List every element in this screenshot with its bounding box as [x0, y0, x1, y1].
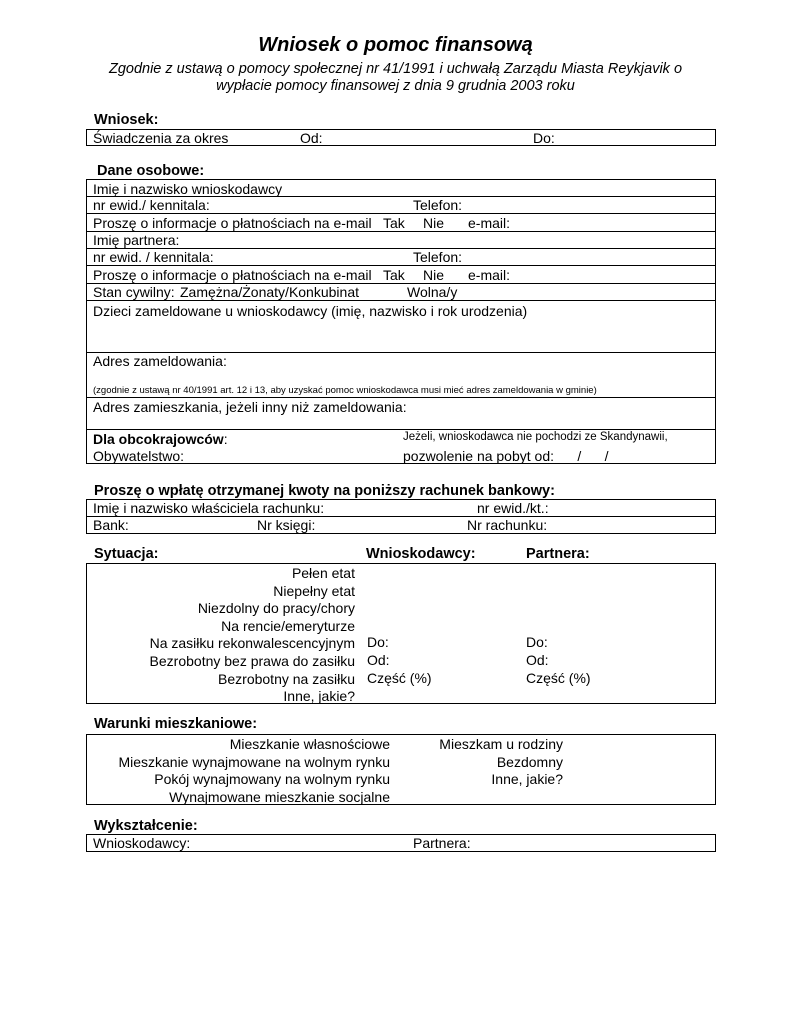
housing-option-label: Mieszkanie wynajmowane na wolnym rynku: [118, 753, 390, 770]
housing-option-label: Bezdomny: [496, 753, 563, 770]
applicant-name-label: Imię i nazwisko wnioskodawcy: [93, 181, 283, 197]
situation-option-applicant[interactable]: [87, 618, 355, 634]
section-heading-wniosek: Wniosek:: [94, 112, 159, 128]
benefits-from-label: Od:: [300, 130, 323, 146]
housing-option[interactable]: [387, 771, 563, 787]
benefits-to-label: Do:: [533, 130, 555, 146]
situation-option-label: Na zasiłku rekonwalescencyjnym: [149, 635, 355, 652]
married-label: Zamężna/Żonaty/Konkubinat: [180, 284, 359, 300]
partner-email-label: e-mail:: [468, 267, 511, 283]
situation-table: [86, 563, 716, 704]
partner-phone-label: Telefon:: [413, 249, 463, 265]
situation-option-label: Na rencie/emeryturze: [221, 617, 355, 634]
marital-single-option[interactable]: [407, 284, 457, 300]
situation-option-label: Bezrobotny na zasiłku: [218, 670, 355, 687]
partner-email-question: Proszę o informacje o płatnościach na e-mail: [93, 267, 372, 283]
housing-option-label: Mieszkanie własnościowe: [229, 736, 390, 752]
bank-label: Bank:: [93, 517, 129, 533]
section-heading-sytuacja: Sytuacja:: [94, 546, 159, 562]
benefits-period-row: [86, 129, 716, 146]
situation-option-label: Niezdolny do pracy/chory: [197, 600, 355, 617]
benefits-period-label: Świadczenia za okres: [93, 130, 229, 146]
section-heading-bank: Proszę o wpłatę otrzymanej kwoty na poniższy rachunek bankowy:: [94, 483, 555, 499]
partner-name-label: Imię partnera:: [93, 232, 180, 248]
situation-option-label: Inne, jakie?: [283, 688, 355, 705]
yes-label: Tak: [383, 267, 405, 283]
housing-table: [86, 734, 716, 805]
no-label: Nie: [423, 215, 445, 231]
bank-table: [86, 499, 716, 534]
housing-option-label: Inne, jakie?: [491, 771, 563, 787]
education-applicant-label: Wnioskodawcy:: [93, 835, 191, 851]
section-heading-warunki: Warunki mieszkaniowe:: [94, 716, 258, 732]
situation-option-applicant[interactable]: [87, 583, 355, 599]
column-heading-applicant: Wnioskodawcy:: [366, 546, 476, 562]
situation-option-label: Bezrobotny bez prawa do zasiłku: [149, 653, 355, 669]
applicant-do-label: Do:: [367, 634, 389, 650]
marital-status-label: Stan cywilny:: [93, 284, 175, 300]
housing-option-label: Mieszkam u rodziny: [439, 736, 563, 752]
partner-id-label: nr ewid. / kennitala:: [93, 249, 214, 265]
applicant-part-label: Część (%): [367, 670, 432, 686]
form-title: Wniosek o pomoc finansową: [258, 34, 533, 56]
housing-option[interactable]: [87, 771, 390, 787]
residence-address-label: Adres zamieszkania, jeżeli inny niż zameldowania:: [93, 399, 407, 415]
housing-option[interactable]: [87, 789, 390, 805]
applicant-email-label: e-mail:: [468, 215, 511, 231]
personal-data-table: [86, 179, 716, 464]
applicant-email-yes-option[interactable]: [383, 215, 405, 231]
registered-address-note: (zgodnie z ustawą nr 40/1991 art. 12 i 13, aby uzyskać pomoc wnioskodawca musi mieć adres zameldowania w gminie): [93, 385, 597, 396]
situation-option-applicant[interactable]: [87, 653, 355, 669]
no-label: Nie: [423, 267, 445, 283]
education-partner-label: Partnera:: [413, 835, 471, 851]
marital-married-option[interactable]: [180, 284, 359, 300]
housing-option[interactable]: [387, 736, 563, 752]
section-heading-dane: Dane osobowe:: [97, 163, 205, 179]
single-label: Wolna/y: [407, 284, 458, 300]
subtitle-line-1: Zgodnie z ustawą o pomocy społecznej nr 41/1991 i uchwałą Zarządu Miasta Reykjavik o: [108, 61, 683, 77]
subtitle-line-2: wypłacie pomocy finansowej z dnia 9 grudnia 2003 roku: [216, 78, 575, 94]
situation-option-applicant[interactable]: [87, 688, 355, 704]
housing-option-label: Pokój wynajmowany na wolnym rynku: [154, 771, 390, 787]
partner-od-label: Od:: [526, 652, 549, 668]
applicant-phone-label: Telefon:: [413, 197, 463, 213]
housing-option[interactable]: [87, 754, 390, 770]
housing-option-label: Wynajmowane mieszkanie socjalne: [169, 788, 390, 805]
partner-part-label: Część (%): [526, 670, 591, 686]
children-label: Dzieci zameldowane u wnioskodawcy (imię, nazwisko i rok urodzenia): [93, 303, 528, 319]
applicant-od-label: Od:: [367, 652, 390, 668]
situation-option-applicant[interactable]: [87, 565, 355, 581]
foreigners-label-bold: Dla obcokrajowców: [93, 431, 224, 447]
partner-do-label: Do:: [526, 634, 548, 650]
foreigners-colon: :: [223, 431, 228, 447]
account-number-label: Nr rachunku:: [467, 517, 548, 533]
situation-option-label: Pełen etat: [291, 565, 355, 581]
account-owner-label: Imię i nazwisko właściciela rachunku:: [93, 500, 325, 516]
partner-email-yes-option[interactable]: [383, 267, 405, 283]
situation-option-applicant[interactable]: [87, 671, 355, 687]
applicant-id-label: nr ewid./ kennitala:: [93, 197, 210, 213]
applicant-email-question: Proszę o informacje o płatnościach na e-mail: [93, 215, 372, 231]
column-heading-partner: Partnera:: [526, 546, 590, 562]
ledger-label: Nr księgi:: [257, 517, 316, 533]
yes-label: Tak: [383, 215, 405, 231]
applicant-email-no-option[interactable]: [423, 215, 444, 231]
foreigners-label: [93, 431, 228, 447]
situation-option-label: Niepełny etat: [273, 582, 355, 599]
situation-option-applicant[interactable]: [87, 635, 355, 651]
form-subtitle: [60, 61, 731, 95]
housing-option[interactable]: [87, 736, 390, 752]
section-heading-wyksztalcenie: Wykształcenie:: [94, 818, 198, 834]
account-owner-id-label: nr ewid./kt.:: [477, 500, 549, 516]
housing-option[interactable]: [387, 754, 563, 770]
citizenship-label: Obywatelstwo:: [93, 448, 185, 464]
residence-permit-label: pozwolenie na pobyt od:___/___/_______: [403, 448, 663, 464]
registered-address-label: Adres zameldowania:: [93, 353, 227, 369]
education-table: [86, 834, 716, 852]
foreigners-note: Jeżeli, wnioskodawca nie pochodzi ze Skandynawii,: [403, 431, 668, 443]
partner-email-no-option[interactable]: [423, 267, 444, 283]
situation-option-applicant[interactable]: [87, 600, 355, 616]
